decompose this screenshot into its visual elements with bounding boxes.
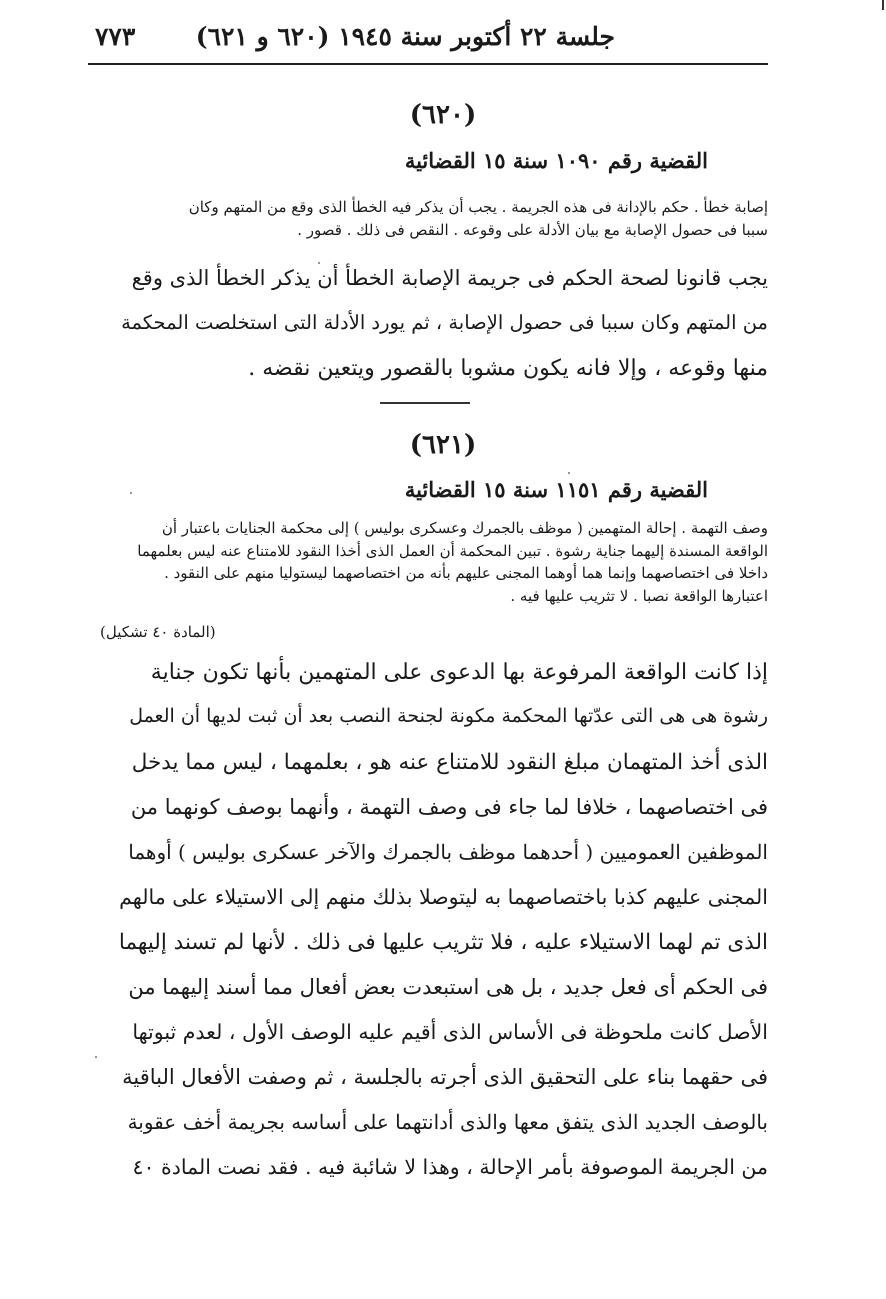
running-header — [95, 22, 765, 58]
summary-line: الواقعة المسندة إليهما جناية رشوة . تبين المحكمة أن العمل الذى أخذا النقود للامتناع عنه ليس بعلمهما — [137, 541, 768, 560]
header-title: جلسة ٢٢ أكتوبر سنة ١٩٤٥ (٦٢٠ و ٦٢١) — [195, 22, 615, 51]
body-line: فى اختصاصهما ، خلافا لما جاء فى وصف التهمة ، وأنهما بوصف كونهما من — [130, 795, 768, 819]
body-line: الأصل كانت ملحوظة فى الأساس الذى أقيم عليه الوصف الأول ، لعدم ثبوتها — [132, 1020, 768, 1044]
body-line: فى الحكم أى فعل جديد ، بل هى استبعدت بعض أفعال مما أسند إليهما من — [128, 975, 768, 999]
case-number: (٦٢٠) — [409, 100, 477, 130]
body-line: من المتهم وكان سببا فى حصول الإصابة ، ثم يورد الأدلة التى استخلصت المحكمة — [121, 311, 768, 334]
scan-corner-mark — [882, 0, 884, 10]
case-summary — [118, 196, 768, 241]
header-rule — [88, 63, 768, 65]
scan-speck — [318, 262, 320, 264]
summary-line: اعتبارها الواقعة نصبا . لا تثريب عليها فيه . — [510, 586, 768, 605]
body-line: المجنى عليهم كذبا باختصاصهما به ليتوصلا بذلك منهم إلى الاستيلاء على مالهم — [119, 885, 768, 909]
summary-line: إصابة خطأ . حكم بالإدانة فى هذه الجريمة . يجب أن يذكر فيه الخطأ الذى وقع من المتهم وكان — [188, 198, 768, 216]
body-line: يجب قانونا لصحة الحكم فى جريمة الإصابة الخطأ أن يذكر الخطأ الذى وقع — [131, 266, 768, 290]
summary-line: داخلا فى اختصاصهما وإنما هما أوهما المجنى عليهم بأنه من اختصاصهما ليستوليا منهم على النقود . — [164, 564, 768, 582]
scan-speck — [568, 472, 570, 474]
body-line: الموظفين العموميين ( أحدهما موظف بالجمرك والآخر عسكرى بوليس ) أوهما — [128, 840, 768, 864]
case-summary — [118, 517, 768, 607]
scan-speck — [130, 492, 132, 494]
body-line: الذى أخذ المتهمان مبلغ النقود للامتناع عنه هو ، بعلمهما ، ليس مما يدخل — [131, 750, 768, 775]
case-number: (٦٢١) — [409, 430, 477, 460]
case-reference: القضية رقم ١٠٩٠ سنة ١٥ القضائية — [404, 148, 708, 173]
case-reference: القضية رقم ١١٥١ سنة ١٥ القضائية — [404, 477, 708, 502]
body-line: منها وقوعه ، وإلا فانه يكون مشوبا بالقصور ويتعين نقضه . — [248, 356, 768, 381]
body-line: الذى تم لهما الاستيلاء عليه ، فلا تثريب عليها فى ذلك . لأنها لم تسند إليهما — [118, 930, 768, 955]
page-number: ٧٧٣ — [95, 22, 136, 51]
summary-line: سببا فى حصول الإصابة مع بيان الأدلة على وقوعه . النقص فى ذلك . قصور . — [297, 220, 768, 239]
body-line: فى حقهما بناء على التحقيق الذى أجرته بالجلسة ، ثم وصفت الأفعال الباقية — [122, 1065, 768, 1089]
body-line: من الجريمة الموصوفة بأمر الإحالة ، وهذا لا شائبة فيه . فقد نصت المادة ٤٠ — [132, 1155, 768, 1179]
law-reference: (المادة ٤٠ تشكيل) — [100, 623, 216, 641]
section-divider — [380, 402, 470, 404]
summary-line: وصف التهمة . إحالة المتهمين ( موظف بالجمرك وعسكرى بوليس ) إلى محكمة الجنايات باعتبار أن — [161, 519, 768, 537]
scan-speck — [95, 1056, 97, 1058]
body-line: بالوصف الجديد الذى يتفق معها والذى أدانتهما على أساسه بجريمة أخف عقوبة — [127, 1110, 768, 1134]
body-line: رشوة هى هى التى عدّتها المحكمة مكونة لجنحة النصب بعد أن ثبت لديها أن العمل — [129, 705, 768, 727]
body-line: إذا كانت الواقعة المرفوعة بها الدعوى على المتهمين بأنها تكون جناية — [150, 660, 768, 685]
